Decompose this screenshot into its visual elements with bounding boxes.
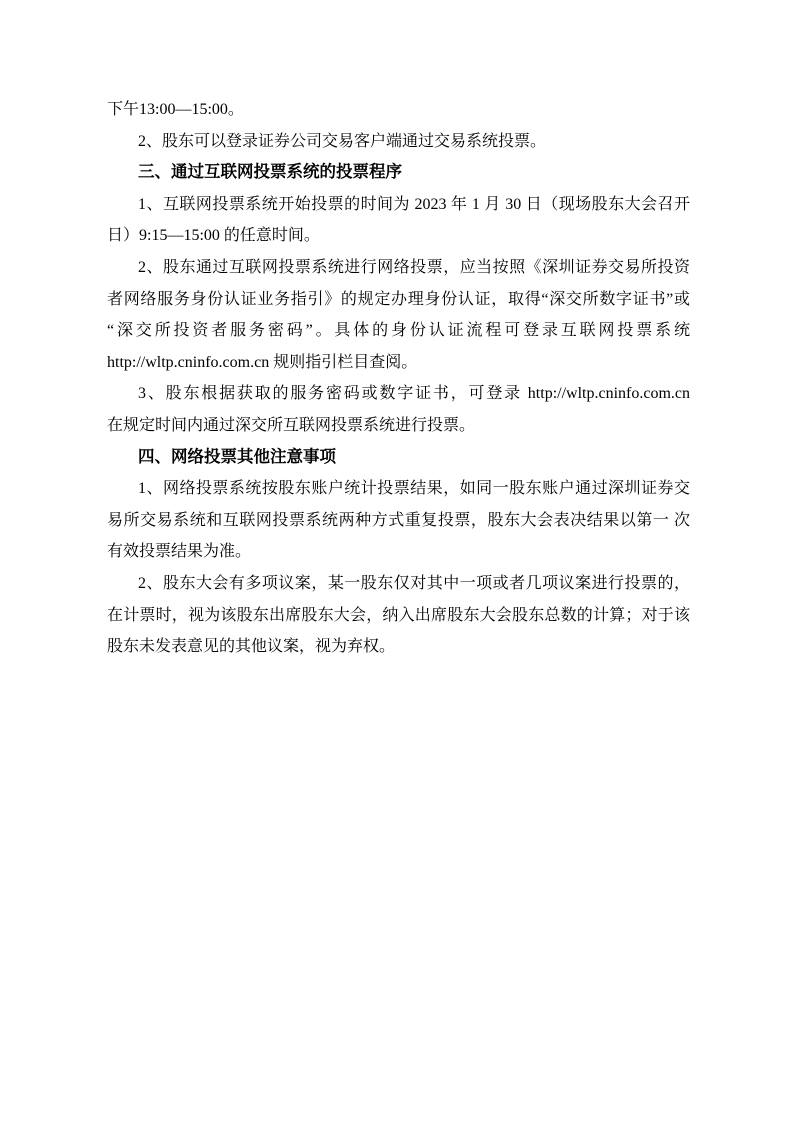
text-line: 股东未发表意见的其他议案，视为弃权。 <box>107 638 396 656</box>
heading-line: 四、网络投票其他注意事项 <box>138 447 336 466</box>
section-4-heading <box>107 442 690 474</box>
text-line: 者网络服务身份认证业务指引》的规定办理身份认证，取得“深交所数字证书”或 <box>107 290 690 308</box>
text-line: 2、股东通过互联网投票系统进行网络投票，应当按照《深圳证券交易所投资 <box>138 258 690 276</box>
text-line: 1、网络投票系统按股东账户统计投票结果，如同一股东账户通过深圳证券交 <box>138 480 690 498</box>
text-line: 3、股东根据获取的服务密码或数字证书，可登录 http://wltp.cninfo.com.cn <box>138 385 690 403</box>
document-content <box>107 94 690 663</box>
text-line: “深交所投资者服务密码”。具体的身份认证流程可登录互联网投票系统 <box>107 322 690 340</box>
text-line: 2、股东大会有多项议案，某一股东仅对其中一项或者几项议案进行投票的， <box>138 574 690 592</box>
text-line: 2、股东可以登录证券公司交易客户端通过交易系统投票。 <box>138 132 547 150</box>
text-line: 易所交易系统和互联网投票系统两种方式重复投票，股东大会表决结果以第一 次 <box>107 511 690 529</box>
text-line: 1、互联网投票系统开始投票的时间为 2023 年 1 月 30 日（现场股东大会召开 <box>138 195 690 213</box>
section-3-heading <box>107 157 690 189</box>
text-line: 日）9:15—15:00 的任意时间。 <box>107 227 320 245</box>
paragraph-duplicate-voting-rule <box>107 473 690 568</box>
text-line: 在规定时间内通过深交所互联网投票系统进行投票。 <box>107 416 476 434</box>
paragraph-afternoon-time <box>107 94 690 126</box>
heading-line: 三、通过互联网投票系统的投票程序 <box>138 163 402 182</box>
paragraph-identity-authentication <box>107 252 690 378</box>
text-line: 在计票时，视为该股东出席股东大会，纳入出席股东大会股东总数的计算；对于该 <box>107 606 690 624</box>
text-line: 下午13:00—15:00。 <box>107 101 244 118</box>
paragraph-trading-system-voting <box>107 126 690 158</box>
text-line: 有效投票结果为准。 <box>107 543 252 561</box>
paragraph-partial-voting-rule <box>107 568 690 663</box>
paragraph-internet-voting-time <box>107 189 690 252</box>
paragraph-login-and-vote <box>107 378 690 441</box>
text-line: http://wltp.cninfo.com.cn 规则指引栏目查阅。 <box>107 353 418 371</box>
